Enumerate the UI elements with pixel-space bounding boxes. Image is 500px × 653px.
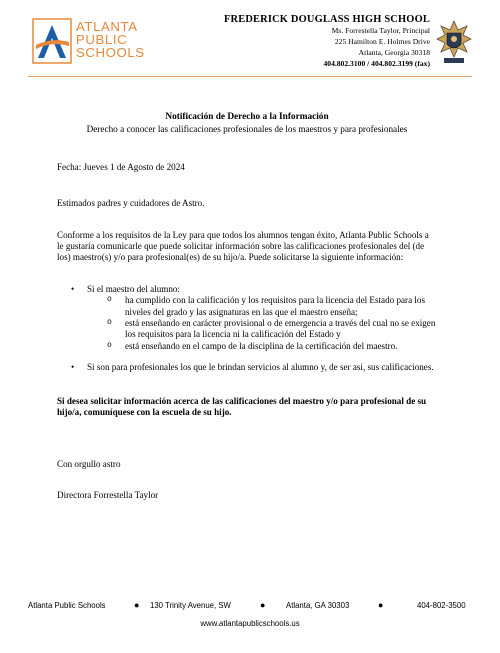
letter-subtitle: Derecho a conocer las calificaciones profesionales de los maestros y para profesionales [86,124,408,135]
sub-list [87,295,437,352]
atlanta-public-schools-logo-icon [32,18,72,64]
closing: Con orgullo astro [57,458,121,469]
sub-list-item: o está enseñando en el campo de la disciplina de la certificación del maestro. [87,341,437,352]
footer-phone: 404-802-3500 [417,601,466,610]
list-item: • Si son para profesionales los que le brindan servicios al alumno y, de ser así, sus calificaciones. [57,362,437,373]
aps-logo [32,18,162,64]
footer-contact-row [28,601,472,613]
footer-city: Atlanta, GA 30303 [286,601,350,610]
greeting: Estimados padres y cuidadores de Astro. [57,198,205,209]
info-list [57,284,437,374]
request-paragraph: Si desea solicitar información acerca de las calificaciones del maestro y/o para profesional de su hijo/a, comuníquese con la escuela de su hijo. [57,395,427,418]
logo-line-3: SCHOOLS [76,45,145,60]
principal-name: Ms. Forrestella Taylor, Principal [331,26,430,35]
sub-list-item: o ha cumplido con la calificación y los requisitos para la licencia del Estado para los niveles del grado y las asignaturas en las que el maestro enseña; [87,295,437,318]
school-crest-icon [436,20,472,66]
footer-org: Atlanta Public Schools [28,601,106,610]
logo-line-2: PUBLIC [76,32,128,47]
sub-list-item: o está enseñando en carácter provisional o de emergencia a través del cual no se exigen los requisitos para la licencia ni la calificación del Estado y [87,318,437,341]
school-address-street: 225 Hamilton E. Holmes Drive [334,37,430,46]
school-address-city: Atlanta, Georgia 30318 [358,48,430,57]
school-info [224,14,430,69]
footer-separator: ● [378,600,384,610]
school-phones: 404.802.3100 / 404.802.3199 (fax) [323,59,430,68]
footer-street: 130 Trinity Avenue, SW [150,601,231,610]
signature: Directora Forrestella Taylor [57,489,159,500]
footer-website[interactable]: www.atlantapublicschools.us [200,619,300,628]
footer-separator: ● [134,600,140,610]
logo-wordmark [76,20,145,59]
header-divider [28,76,472,77]
letter-body [57,112,437,501]
intro-paragraph: Conforme a los requisitos de la Ley para que todos los alumnos tengan éxito, Atlanta Public Schools a le gustaría comunicarle que puede solicitar información sobre las calificaciones profesionales del (de los) maestro(s) y/o para profesional(es) de su hijo/a. Puede solicitarse la siguiente información: [57,229,429,263]
list-item [57,284,437,352]
logo-line-1: ATLANTA [76,19,138,34]
bullet-teacher-label: Si el maestro del alumno: [87,283,180,294]
letter-date: Fecha: Jueves 1 de Agosto de 2024 [57,161,185,172]
school-name: FREDERICK DOUGLASS HIGH SCHOOL [223,14,430,25]
letter-title: Notificación de Derecho a la Información [165,112,329,122]
footer [28,600,472,628]
footer-separator: ● [260,600,266,610]
